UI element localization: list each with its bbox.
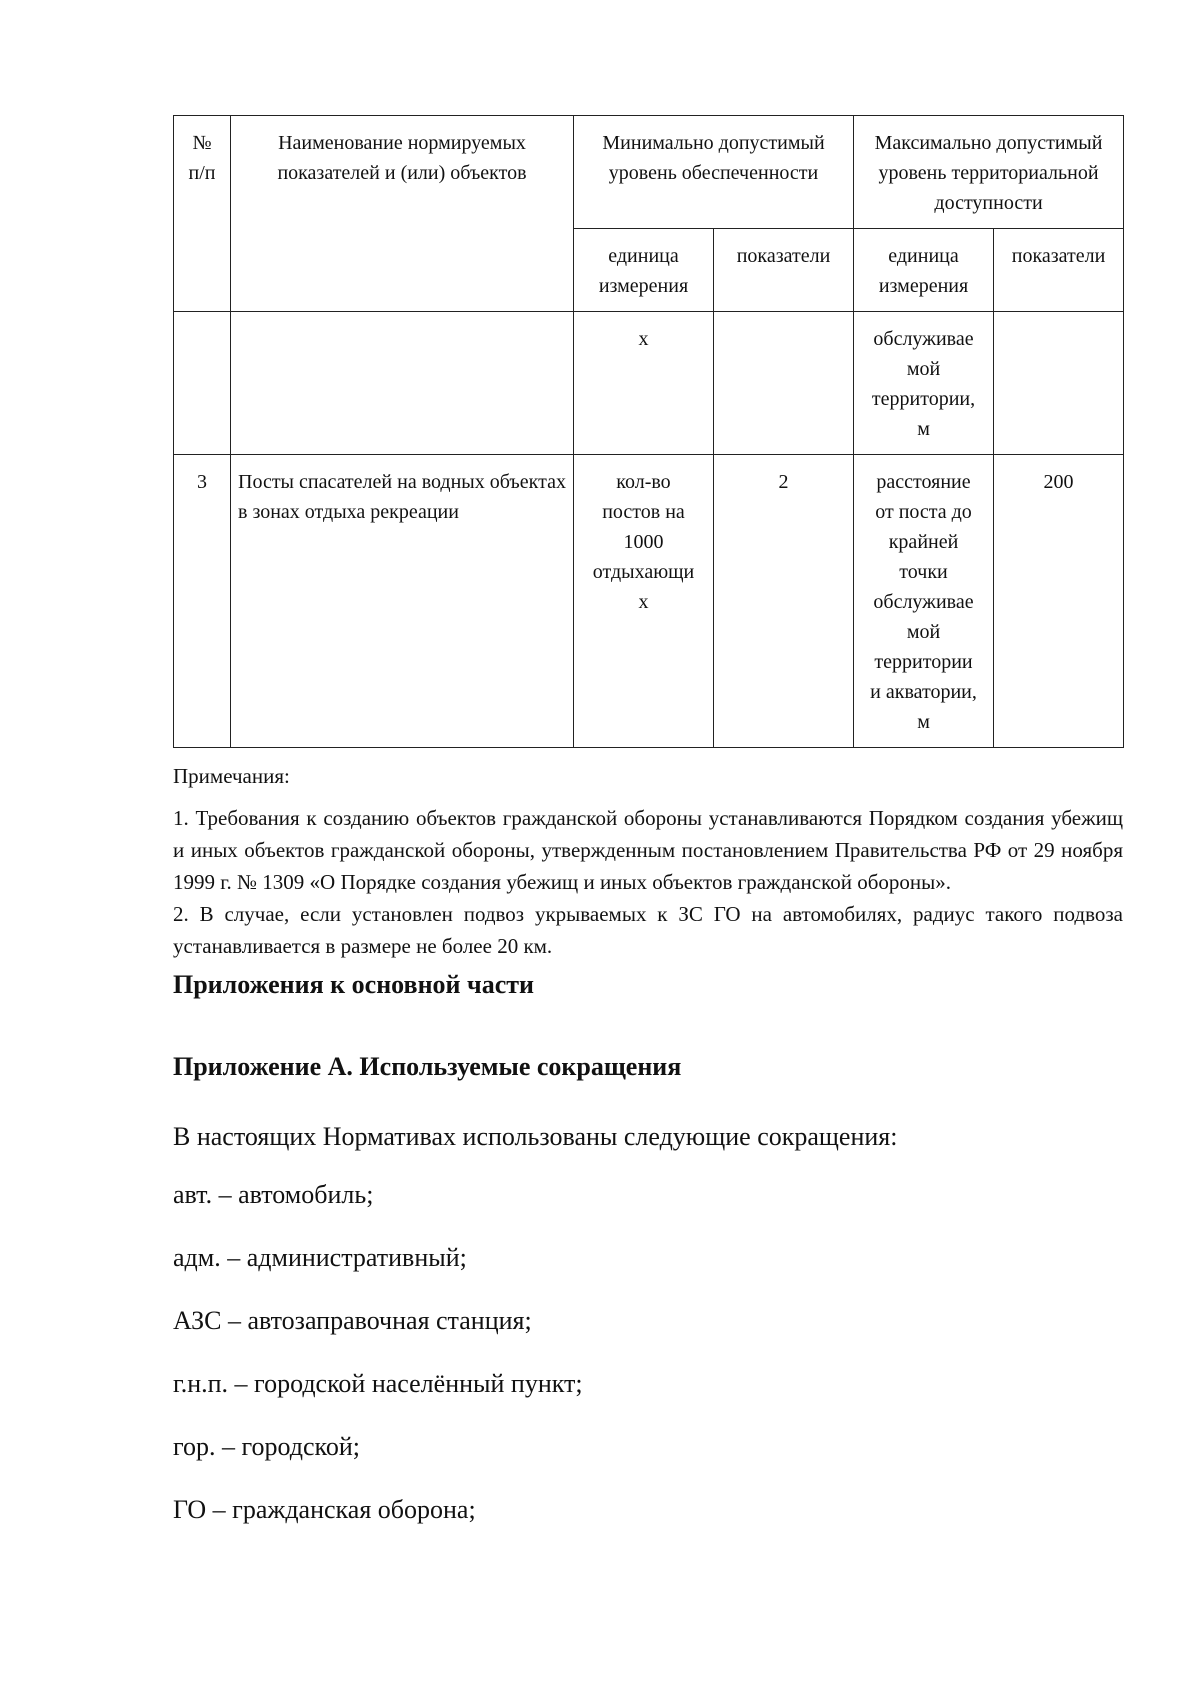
list-item: адм. – административный;	[173, 1243, 467, 1272]
row-min-value: 2	[714, 455, 854, 748]
header-min-indicators: показатели	[714, 229, 854, 312]
annex-a-heading: Приложение А. Используемые сокращения	[173, 1052, 682, 1081]
abbreviations-intro: В настоящих Нормативах использованы следующие сокращения:	[173, 1122, 898, 1151]
list-item: АЗС – автозаправочная станция;	[173, 1306, 532, 1335]
document-page	[173, 115, 1123, 1556]
row-max-unit: расстояние от поста до крайней точки обслуживае мой территории и акватории, м	[854, 455, 994, 748]
notes-title: Примечания:	[173, 764, 290, 788]
annex-heading: Приложения к основной части	[173, 970, 534, 999]
list-item: г.н.п. – городской населённый пункт;	[173, 1369, 583, 1398]
row-max-unit: обслуживае мой территории, м	[854, 312, 994, 455]
note-item: 2. В случае, если установлен подвоз укрываемых к ЗС ГО на автомобилях, радиус такого подвоза устанавливается в размере не более 20 км.	[173, 902, 1123, 958]
list-item: ГО – гражданская оборона;	[173, 1495, 476, 1524]
header-min-level: Минимально допустимый уровень обеспеченности	[574, 116, 854, 229]
row-num: 3	[174, 455, 231, 748]
notes-section	[173, 760, 1123, 962]
row-min-value	[714, 312, 854, 455]
table-row	[174, 312, 1124, 455]
row-num	[174, 312, 231, 455]
abbreviations-list	[173, 1178, 1123, 1527]
header-max-unit: единица измерения	[854, 229, 994, 312]
row-min-unit: кол-во постов на 1000 отдыхающи х	[574, 455, 714, 748]
norms-table	[173, 115, 1124, 748]
header-min-unit: единица измерения	[574, 229, 714, 312]
row-max-value: 200	[994, 455, 1124, 748]
row-min-unit: х	[574, 312, 714, 455]
table-header-row	[174, 116, 1124, 229]
header-max-level: Максимально допустимый уровень территориальной доступности	[854, 116, 1124, 229]
row-max-value	[994, 312, 1124, 455]
note-item: 1. Требования к созданию объектов гражданской обороны устанавливаются Порядком создания убежищ и иных объектов гражданской обороны, утвержденным постановлением Правительства РФ от 29 ноября 1999 г. № 1309 «О Порядке создания убежищ и иных объектов гражданской обороны».	[173, 806, 1123, 894]
table-row	[174, 455, 1124, 748]
list-item: авт. – автомобиль;	[173, 1180, 374, 1209]
row-name: Посты спасателей на водных объектах в зонах отдыха рекреации	[231, 455, 574, 748]
list-item: гор. – городской;	[173, 1432, 361, 1461]
header-name: Наименование нормируемых показателей и (или) объектов	[231, 116, 574, 312]
header-num: № п/п	[174, 116, 231, 312]
row-name	[231, 312, 574, 455]
header-max-indicators: показатели	[994, 229, 1124, 312]
